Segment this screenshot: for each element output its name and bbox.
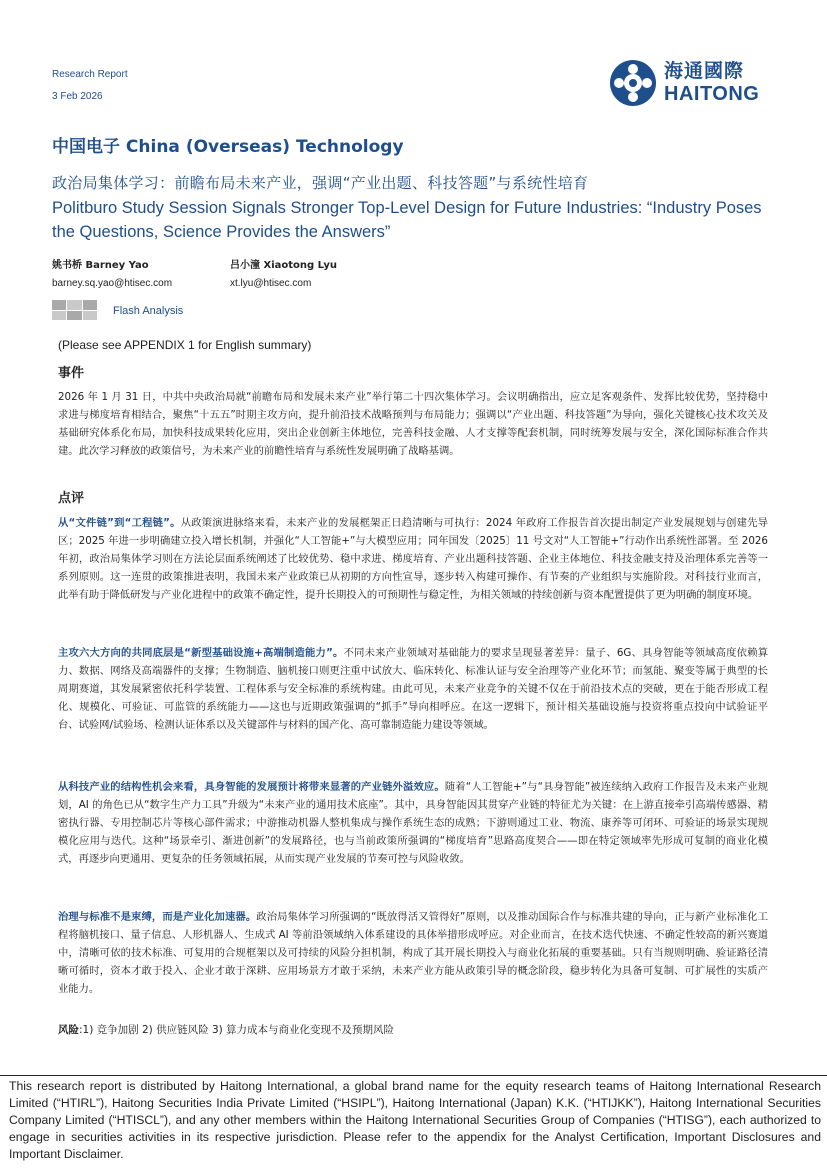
comment-lead-3: 从科技产业的结构性机会来看，具身智能的发展预计将带来显著的产业链外溢效应。 (58, 781, 445, 793)
comment-lead-2: 主攻六大方向的共同底层是“新型基础设施+高端制造能力”。 (58, 647, 344, 659)
author-name-1: 姚书桥 Barney Yao (52, 260, 149, 271)
comment-text-2: 不同未来产业领域对基础能力的要求呈现显著差异：量子、6G、具身智能等领域高度依赖算力、数据、网络及高端器件的支撑；生物制造、脑机接口则更注重中试放大、临床转化、标准认证与安全治理等产业化环节；而氢能、聚变等属于典型的长周期赛道，其发展紧密依托科学装置、工程体系与安全标准的系统构建。由此可见，未来产业竞争的关键不仅在于前沿技术点的突破，更在于能否形成工程化、规模化、可验证、可监管的系统能力——这也与近期政策强调的“抓手”导向相呼应。在这一逻辑下，预计相关基础设施与投资将重点投向中试验证平台、试验网/试验场、检测认证体系以及关键部件与材料的国产化、高可靠制造能力建设等领域。 (58, 647, 768, 731)
report-date: 3 Feb 2026 (52, 91, 103, 102)
sector-title: 中国电子 China (Overseas) Technology (52, 137, 404, 157)
footer-disclaimer: This research report is distributed by Haitong International, a global brand name for the equity research teams of Haitong International Research Limited (“HTIRL”), Haitong Securities India Private Limited (“HSIPL”), Haitong International (Japan) K.K. (“HTIJKK”), Haitong International Securities Company Limited (“HTISCL”), and any other members within the Haitong International Securities Group of Companies (“HTISG”), each authorized to engage in securities activities in its respective jurisdiction. Please refer to the appendix for the Analyst Certification, Important Disclosures and Important Disclaimer. (9, 1079, 821, 1161)
footer-divider (0, 1075, 827, 1076)
event-heading: 事件 (58, 366, 85, 381)
flash-analysis-icon (52, 300, 97, 320)
comment-paragraph-2 (58, 644, 768, 734)
event-body: 2026 年 1 月 31 日，中共中央政治局就“前瞻布局和发展未来产业”举行第二十四次集体学习。会议明确指出，应立足客观条件、发挥比较优势，坚持稳中求进与梯度培育相结合，聚焦“十五五”时期主攻方向，提升前沿技术战略预判与布局能力；强调以“产业出题、科技答题”为导向，强化关键核心技术攻关及基础研究体系化布局，加快科技成果转化应用，突出企业创新主体地位，完善科技金融、人才支撑等配套机制，同时统筹发展与安全，深化国际标准合作共建。此次学习释放的政策信号，为未来产业的前瞻性培育与系统性发展明确了战略基调。 (58, 391, 768, 457)
comment-paragraph-3 (58, 778, 768, 868)
author-email-2[interactable]: xt.lyu@htisec.com (230, 278, 312, 289)
risk-text: :1) 竞争加剧 2) 供应链风险 3) 算力成本与商业化变现不及预期风险 (79, 1024, 395, 1036)
comment-text-1: 从政策演进脉络来看，未来产业的发展框架正日趋清晰与可执行：2024 年政府工作报告首次提出制定产业发展规划与创建先导区；2025 年进一步明确建立投入增长机制，并强化“人工智能+”与大模型应用；同年国发〔2025〕11 号文对“人工智能+”行动作出系统性部署。至 2026 年初，政治局集体学习则在方法论层面系统阐述了比较优势、稳中求进、梯度培育、产业出题科技答题、企业主体地位、科技金融支持及治理体系完善等一系列原则。这一连贯的政策推进表明，我国未来产业政策已从初期的方向性宣导，逐步转入构建可操作、有节奏的产业组织与实施阶段。对科技行业而言，此举有助于降低研发与产业化进程中的政策不确定性，提升长期投入的可预期性与稳定性，为相关领域的持续创新与资本配置提供了更为明确的制度环境。 (58, 517, 768, 601)
report-label: Flash Analysis (113, 305, 184, 317)
risk-line (58, 1022, 394, 1037)
comment-lead-4: 治理与标准不是束缚，而是产业化加速器。 (58, 911, 257, 923)
haitong-logo (608, 58, 778, 108)
report-title-en: Politburo Study Session Signals Stronger Top-Level Design for Future Industries: “Industry Poses the Questions, Science Provides the Answers” (52, 199, 762, 241)
comment-lead-1: 从“文件链”到“工程链”。 (58, 517, 181, 529)
logo-text-cn: 海通國際 (664, 60, 745, 82)
report-title-cn: 政治局集体学习：前瞻布局未来产业，强调“产业出题、科技答题”与系统性培育 (52, 174, 589, 192)
author-email-1[interactable]: barney.sq.yao@htisec.com (52, 278, 173, 289)
comment-paragraph-4 (58, 908, 768, 998)
comment-text-4: 政治局集体学习所强调的“既放得活又管得好”原则，以及推动国际合作与标准共建的导向，正与新产业标准化工程将脑机接口、量子信息、人形机器人、生成式 AI 等前沿领域纳入体系建设的具体举措形成呼应。对企业而言，在技术迭代快速、不确定性较高的新兴赛道中，清晰可依的技术标准、可复用的合规框架以及可持续的风险分担机制，构成了其开展长期投入与商业化拓展的重要基础。只有当规则明确、验证路径清晰可循时，资本才敢于投入、企业才敢于深耕、应用场景方才敢于采纳，未来产业方能从政策引导的概念阶段，稳步转化为具备可复制、可扩展性的实质产业能力。 (58, 911, 768, 995)
comment-heading: 点评 (58, 491, 85, 506)
risk-label: 风险 (58, 1024, 79, 1036)
comment-text-3: 随着“人工智能+”与“具身智能”被连续纳入政府工作报告及未来产业规划，AI 的角色已从“数字生产力工具”升级为“未来产业的通用技术底座”。其中，具身智能因其贯穿产业链的特征尤为关键：在上游直接牵引高端传感器、精密执行器、专用控制芯片等核心部件需求；中游推动机器人整机集成与操作系统生态的成熟；下游则通过工业、物流、康养等可闭环、可验证的场景实现规模化应用与迭代。这种“场景牵引、渐进创新”的发展路径，也与当前政策所强调的“梯度培育”思路高度契合——即在特定领域率先形成可复制的商业化模式，再逐步向更通用、更复杂的任务领域拓展，从而实现产业发展的节奏可控与风险收敛。 (58, 781, 768, 865)
haitong-logo-icon (608, 58, 658, 108)
report-type: Research Report (52, 69, 128, 80)
appendix-note: (Please see APPENDIX 1 for English summary) (58, 338, 312, 352)
logo-text-en: HAITONG (664, 83, 760, 105)
author-name-2: 吕小潼 Xiaotong Lyu (230, 260, 337, 271)
comment-paragraph-1 (58, 514, 768, 604)
